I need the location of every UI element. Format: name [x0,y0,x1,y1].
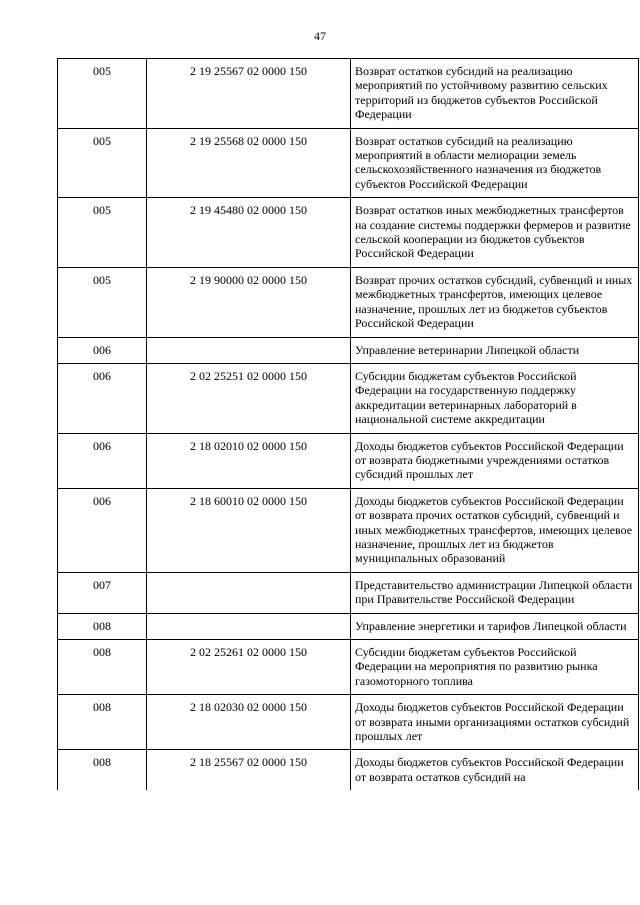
income-name-cell: Субсидии бюджетам субъектов Российской Федерации на государственную поддержку аккредитации ветеринарных лабораторий в национальной системе аккредитации [351,363,639,433]
table-row [58,363,639,433]
income-name-cell: Управление энергетики и тарифов Липецкой области [351,613,639,639]
budget-code-cell [147,572,351,613]
budget-code-cell [147,613,351,639]
income-name-cell: Возврат остатков иных межбюджетных трансфертов на создание системы поддержки фермеров и развитие сельской кооперации из бюджетов субъектов Российской Федерации [351,198,639,268]
budget-code-cell: 2 19 25567 02 0000 150 [147,59,351,129]
income-name-cell: Субсидии бюджетам субъектов Российской Федерации на мероприятия по развитию рынка газомоторного топлива [351,640,639,695]
budget-code-cell [147,337,351,363]
income-name-cell: Возврат остатков субсидий на реализацию мероприятий в области мелиорации земель сельскохозяйственного назначения из бюджетов субъектов Российской Федерации [351,128,639,198]
budget-code-cell: 2 19 90000 02 0000 150 [147,267,351,337]
table-row [58,59,639,129]
admin-code-cell: 008 [58,640,147,695]
admin-code-cell: 005 [58,198,147,268]
income-name-cell: Возврат остатков субсидий на реализацию мероприятий по устойчивому развитию сельских территорий из бюджетов субъектов Российской Федерации [351,59,639,129]
income-name-cell: Доходы бюджетов субъектов Российской Федерации от возврата бюджетными учреждениями остатков субсидий прошлых лет [351,433,639,488]
admin-code-cell: 007 [58,572,147,613]
table-row [58,640,639,695]
income-name-cell: Доходы бюджетов субъектов Российской Федерации от возврата иными организациями остатков субсидий прошлых лет [351,695,639,750]
admin-code-cell: 006 [58,363,147,433]
budget-code-cell: 2 19 45480 02 0000 150 [147,198,351,268]
page-number: 47 [314,29,326,43]
admin-code-cell: 005 [58,59,147,129]
table-row [58,750,639,790]
table-row [58,337,639,363]
table-row [58,488,639,572]
budget-code-cell: 2 18 60010 02 0000 150 [147,488,351,572]
admin-code-cell: 005 [58,128,147,198]
table-row [58,613,639,639]
table-row [58,198,639,268]
budget-code-cell: 2 19 25568 02 0000 150 [147,128,351,198]
admin-code-cell: 008 [58,750,147,790]
table-row [58,695,639,750]
budget-code-cell: 2 02 25251 02 0000 150 [147,363,351,433]
income-name-cell: Возврат прочих остатков субсидий, субвенций и иных межбюджетных трансфертов, имеющих целевое назначение, прошлых лет из бюджетов субъектов Российской Федерации [351,267,639,337]
income-name-cell: Управление ветеринарии Липецкой области [351,337,639,363]
admin-code-cell: 008 [58,695,147,750]
budget-code-cell: 2 18 02030 02 0000 150 [147,695,351,750]
admin-code-cell: 005 [58,267,147,337]
admin-code-cell: 006 [58,337,147,363]
budget-codes-table [57,58,639,790]
income-name-cell: Доходы бюджетов субъектов Российской Федерации от возврата остатков субсидий на [351,750,639,790]
table-row [58,433,639,488]
admin-code-cell: 006 [58,433,147,488]
income-name-cell: Представительство администрации Липецкой области при Правительстве Российской Федерации [351,572,639,613]
table-row [58,128,639,198]
table-row [58,572,639,613]
admin-code-cell: 006 [58,488,147,572]
admin-code-cell: 008 [58,613,147,639]
income-name-cell: Доходы бюджетов субъектов Российской Федерации от возврата прочих остатков субсидий, субвенций и иных межбюджетных трансфертов, имеющих целевое назначение, прошлых лет из бюджетов муниципальных образований [351,488,639,572]
budget-code-cell: 2 18 02010 02 0000 150 [147,433,351,488]
table-row [58,267,639,337]
budget-code-cell: 2 18 25567 02 0000 150 [147,750,351,790]
budget-code-cell: 2 02 25261 02 0000 150 [147,640,351,695]
